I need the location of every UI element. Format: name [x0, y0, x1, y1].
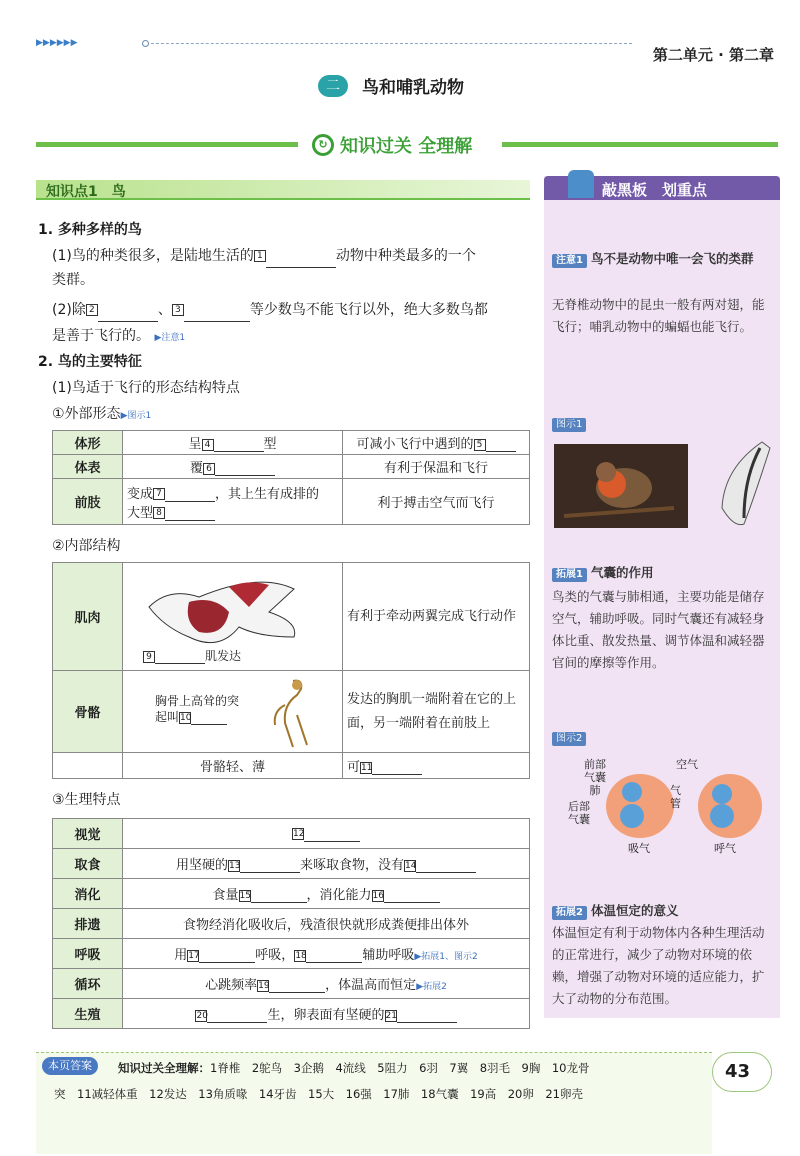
t: 图示 — [556, 733, 576, 744]
phys-h2: 消化 — [53, 879, 123, 909]
t: 来啄取食物，没有 — [300, 858, 405, 873]
num: 16 — [372, 890, 384, 901]
header-arrows: ▶▶▶▶▶▶ — [36, 38, 78, 48]
blank-2[interactable] — [98, 306, 158, 322]
banner-text: 知识过关 全理解 — [340, 136, 473, 157]
ext2-tag — [552, 906, 587, 920]
blackboard-icon — [568, 170, 594, 198]
blank-8[interactable] — [165, 505, 215, 521]
num: 18 — [295, 950, 307, 961]
int-a3: 骨骼轻、薄 — [123, 753, 343, 779]
t: 大型 — [127, 505, 154, 521]
int-title: ②内部结构 — [52, 538, 121, 554]
num: 7 — [153, 488, 165, 500]
t: 可减小飞行中遇到的 — [356, 437, 474, 452]
ext-a3 — [123, 479, 343, 525]
robin-illustration — [554, 444, 688, 528]
t: 注意 — [556, 255, 576, 266]
int-b1: 有利于牵动两翼完成飞行动作 — [343, 563, 530, 671]
int-h2: 骨骼 — [53, 671, 123, 753]
blank-num-3: 3 — [172, 304, 184, 316]
header-dot — [142, 40, 149, 47]
phys-r3: 食物经消化吸收后，残渣很快就形成粪便排出体外 — [123, 909, 530, 939]
num: 13 — [229, 860, 241, 871]
answer-footer — [36, 1052, 712, 1154]
n: 1 — [576, 255, 583, 266]
blank-19[interactable] — [269, 977, 325, 993]
p2d: 是善于飞行的。 — [52, 328, 150, 344]
ext-text: ①外部形态 — [52, 406, 121, 422]
num: 5 — [474, 439, 486, 451]
int-b3 — [343, 753, 530, 779]
blank-18[interactable] — [306, 947, 362, 963]
phys-r5 — [123, 969, 530, 999]
ext-b1 — [343, 431, 530, 455]
fig2-label-exhale: 呼气 — [714, 842, 736, 855]
num: 9 — [143, 651, 155, 663]
note1-title — [552, 248, 774, 270]
n: 2 — [576, 907, 583, 918]
wing-illustration — [714, 438, 774, 534]
t: 心跳频率 — [205, 978, 258, 993]
n: 1 — [576, 569, 583, 580]
phys-r2 — [123, 879, 530, 909]
t: 胸骨上高耸的突 — [155, 694, 240, 708]
t: 覆 — [189, 461, 203, 476]
phys-h1: 取食 — [53, 849, 123, 879]
blank-16[interactable] — [384, 887, 440, 903]
ref-note1[interactable]: ▶注意1 — [154, 333, 186, 343]
blank-num-1: 1 — [254, 250, 266, 262]
num: 17 — [188, 950, 200, 961]
blank-4[interactable] — [214, 436, 264, 452]
t: 鸟不是动物中唯一会飞的类群 — [590, 251, 754, 266]
sidebar — [544, 176, 780, 1018]
phys-r6 — [123, 999, 530, 1029]
sidebar-header — [544, 176, 780, 200]
int-table — [52, 562, 530, 779]
t: 后部 — [568, 800, 590, 813]
phys-h3: 排遗 — [53, 909, 123, 939]
t: 气 — [670, 784, 681, 797]
t: 肺 — [589, 784, 601, 797]
num: 12 — [293, 829, 305, 839]
para-2 — [52, 298, 488, 322]
note1-text: 无脊椎动物中的昆虫一般有两对翅，能飞行；哺乳动物中的蝙蝠也能飞行。 — [552, 297, 765, 334]
ext1-tag — [552, 568, 587, 582]
ext1-title — [552, 562, 774, 584]
num: 14 — [405, 860, 417, 871]
blank-3[interactable] — [184, 306, 250, 322]
num: 19 — [258, 980, 270, 991]
banner-title — [312, 132, 472, 158]
t: 肌发达 — [205, 649, 242, 663]
t: 生，卵表面有坚硬的 — [267, 1008, 385, 1023]
num: 21 — [385, 1010, 397, 1021]
t: 气囊的作用 — [590, 565, 654, 580]
blank-5[interactable] — [486, 436, 516, 452]
t: 可 — [347, 760, 361, 775]
ext-h3: 前肢 — [53, 479, 123, 525]
fig2-title — [552, 726, 590, 748]
phys-h4: 呼吸 — [53, 939, 123, 969]
t: ，消化能力 — [306, 888, 372, 903]
t: 拓展 — [556, 907, 576, 918]
phys-table — [52, 818, 530, 1029]
phys-r0 — [123, 819, 530, 849]
phys-r1 — [123, 849, 530, 879]
p2c: 等少数鸟不能飞行以外，绝大多数鸟都 — [249, 302, 488, 318]
num: 15 — [239, 890, 251, 901]
fig2-label-back — [568, 800, 590, 826]
blank-10[interactable] — [191, 709, 227, 725]
t: 变成 — [127, 486, 154, 502]
para-2d — [52, 324, 185, 350]
muscle-label — [143, 647, 241, 664]
phys-h6: 生殖 — [53, 999, 123, 1029]
ext-table — [52, 430, 530, 525]
p2b: 、 — [157, 302, 172, 318]
para-3: (1)鸟适于飞行的形态结构特点 — [52, 380, 240, 396]
t: ，其上生有成排的 — [215, 486, 320, 502]
section-badge: 二 — [318, 75, 348, 97]
bird-skeleton-figure — [263, 675, 323, 751]
ext-h2: 体表 — [53, 455, 123, 479]
t: 用 — [174, 948, 188, 963]
refresh-icon: ↻ — [312, 134, 334, 156]
t: 用坚硬的 — [175, 858, 228, 873]
fig2-label-trachea — [670, 784, 681, 810]
sidebar-title: 敲黑板 划重点 — [602, 181, 708, 199]
skeleton-label — [155, 693, 239, 725]
t: 型 — [263, 437, 277, 452]
p2a: (2)除 — [52, 302, 86, 318]
chapter-title: 第二单元 · 第二章 — [652, 46, 774, 64]
ext2-title — [552, 900, 774, 922]
ext-b3: 利于搏击空气而飞行 — [343, 479, 530, 525]
n: 1 — [576, 419, 583, 430]
answers-text-1: 1脊椎 2鸵鸟 3企鹅 4流线 5阻力 6羽 7翼 8羽毛 9胸 10龙骨 — [210, 1061, 590, 1075]
int-h1: 肌肉 — [53, 563, 123, 671]
phys-h0: 视觉 — [53, 819, 123, 849]
t: 辅助呼吸 — [362, 948, 415, 963]
page-number: 43 — [712, 1052, 772, 1092]
blank-20[interactable] — [207, 1007, 267, 1023]
ext-a1 — [123, 431, 343, 455]
answer-badge: 本页答案 — [42, 1057, 98, 1075]
note1-tag — [552, 254, 587, 268]
blank-9[interactable] — [155, 648, 205, 664]
blank-1[interactable] — [266, 252, 336, 268]
ref-ext1-fig2[interactable]: ▶拓展1、图示2 — [414, 952, 478, 962]
p1a: (1)鸟的种类很多，是陆地生活的 — [52, 248, 254, 264]
num: 4 — [202, 439, 214, 451]
num: 11 — [361, 762, 373, 773]
knowledge-point-title: 知识点1 鸟 — [46, 184, 126, 200]
t: 起叫 — [155, 710, 180, 724]
fig1-tag — [552, 418, 586, 432]
fig2-tag — [552, 732, 586, 746]
blank-11[interactable] — [372, 759, 422, 775]
section-text: 鸟和哺乳动物 — [362, 78, 464, 98]
phys-h5: 循环 — [53, 969, 123, 999]
t: 前部 — [584, 758, 606, 771]
knowledge-point-bar — [36, 180, 530, 200]
t: ，体温高而恒定 — [325, 978, 417, 993]
t: 体温恒定的意义 — [590, 903, 679, 918]
t: 拓展 — [556, 569, 576, 580]
ext-h1: 体形 — [53, 431, 123, 455]
para-1 — [52, 244, 476, 268]
ext-b2: 有利于保温和飞行 — [343, 455, 530, 479]
section-title — [318, 73, 464, 98]
ext1-text: 鸟类的气囊与肺相通，主要功能是储存空气，辅助呼吸。同时气囊还有减轻身体比重、散发热量、调节体温和减轻器官间的摩擦等作用。 — [552, 589, 765, 670]
fig2-label-inhale: 吸气 — [628, 842, 650, 855]
robin-photo — [554, 444, 688, 528]
int-b2: 发达的胸肌一端附着在它的上面，另一端附着在前肢上 — [343, 671, 530, 753]
ref-fig1[interactable]: ▶图示1 — [120, 411, 152, 421]
blank-12[interactable] — [304, 826, 360, 842]
answers-line-2: 突 11减轻体重 12发达 13角质喙 14牙齿 15大 16强 17肺 18气囊 19高 20卵 21卵壳 — [54, 1087, 583, 1101]
fig2-label-air: 空气 — [676, 758, 698, 771]
fig1-title — [552, 412, 590, 434]
blank-15[interactable] — [251, 887, 307, 903]
num: 20 — [196, 1010, 208, 1021]
ext-title — [52, 402, 151, 428]
ext2-text: 体温恒定有利于动物体内各种生理活动的正常进行，减少了动物对环境的依赖，增强了动物对环境的适应能力，扩大了动物的分布范围。 — [552, 925, 765, 1006]
phys-r4 — [123, 939, 530, 969]
para-1c: 类群。 — [52, 272, 94, 288]
ref-ext2[interactable]: ▶拓展2 — [416, 982, 447, 992]
header-line — [146, 43, 632, 44]
answers-label: 知识过关全理解： — [118, 1061, 210, 1075]
heading-2: 2. 鸟的主要特征 — [38, 354, 142, 370]
t: 呈 — [188, 437, 202, 452]
blank-7[interactable] — [165, 486, 215, 502]
blank-13[interactable] — [240, 857, 300, 873]
n: 2 — [576, 733, 583, 744]
blank-17[interactable] — [199, 947, 255, 963]
t: 食量 — [212, 888, 239, 903]
ext-a2 — [123, 455, 343, 479]
num: 10 — [180, 712, 192, 723]
blank-num-2: 2 — [86, 304, 98, 316]
t: 呼吸， — [255, 948, 295, 963]
t: 管 — [670, 797, 681, 810]
muscle-figure-cell — [123, 563, 343, 671]
blank-6[interactable] — [215, 460, 275, 476]
phys-title: ③生理特点 — [52, 792, 121, 808]
heading-1: 1. 多种多样的鸟 — [38, 222, 142, 238]
blank-14[interactable] — [416, 857, 476, 873]
fig2-label-front — [584, 758, 606, 797]
t: 图示 — [556, 419, 576, 430]
num: 6 — [203, 463, 215, 475]
t: 气囊 — [568, 813, 590, 826]
num: 8 — [153, 507, 165, 519]
answers-line-1 — [118, 1059, 708, 1077]
t: 气囊 — [584, 771, 606, 784]
p1b: 动物中种类最多的一个 — [335, 248, 476, 264]
int-h3 — [53, 753, 123, 779]
skeleton-figure-cell — [123, 671, 343, 753]
blank-21[interactable] — [397, 1007, 457, 1023]
